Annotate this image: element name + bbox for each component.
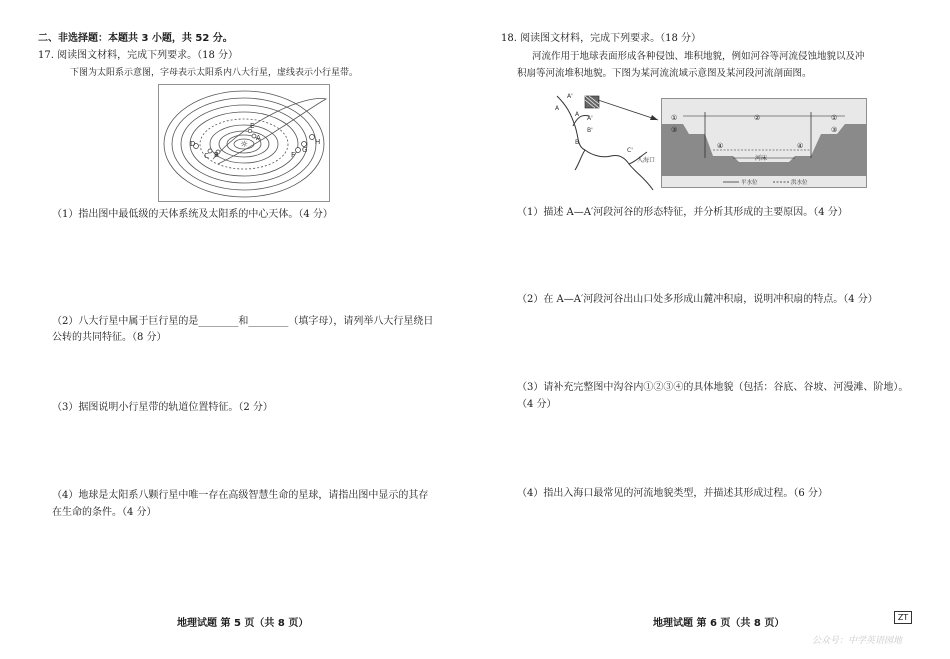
profile-num-3-left: ③ [671,126,678,134]
page-footer-right: 地理试题 第 6 页（共 8 页） [653,618,785,629]
solar-system-figure [158,84,330,206]
corner-mark: ZT [894,611,912,624]
planet-label-h: H [315,138,321,146]
planet-label-e: E [250,122,255,130]
section-title: 二、非选择题：本题共 3 小题，共 52 分。 [38,33,233,44]
planet-label-d: D [190,140,196,148]
planet-label-a: A [256,134,261,142]
map-label-a: A [555,105,560,112]
planet-label-f: F [291,151,296,159]
watermark: 公众号：中学英语园地 [812,636,903,646]
map-label-estuary: 入海口 [637,157,656,164]
map-label-c-prime: C' [627,147,633,154]
svg-text:☼: ☼ [240,140,249,150]
q18-sub2: （2）在 A—A′河段河谷出山口处多形成山麓冲积扇，说明冲积扇的特点。（4 分） [517,294,878,305]
map-label-b-prime: B' [587,127,593,134]
q18-sub4: （4）指出入海口最常见的河流地貌类型，并描述其形成过程。（6 分） [517,488,828,499]
legend-flood-water: 洪水位 [791,180,808,186]
q18-sub1: （1）描述 A—A′河段河谷的形态特征，并分析其形成的主要原因。（4 分） [517,207,848,218]
profile-num-3-right: ③ [831,126,838,134]
river-profile-figure [661,98,867,192]
map-to-profile-arrow [598,96,662,130]
q17-sub3: （3）据图说明小行星带的轨道位置特征。（2 分） [52,402,273,413]
q18-intro-line2: 积扇等河流堆积地貌。下图为某河流流域示意图及某河段河流剖面图。 [517,68,812,79]
profile-num-4-left: ④ [717,142,724,150]
q17-sub1: （1）指出图中最低级的天体系统及太阳系的中心天体。（4 分） [52,209,333,220]
profile-num-4-right: ④ [797,142,804,150]
profile-num-2: ② [754,114,761,122]
legend-low-water: 平水位 [741,180,758,186]
planet-label-b: B [214,151,219,159]
q18-sub3-line1: （3）请补充完整图中沟谷内①②③④的具体地貌（包括：谷底、谷坡、河漫滩、阶地）。 [517,382,909,393]
q17-intro: 下图为太阳系示意图，字母表示太阳系内八大行星，虚线表示小行星带。 [70,68,359,78]
q17-title: 17. 阅读图文材料，完成下列要求。（18 分） [38,50,238,61]
q18-intro-line1: 河流作用于地球表面形成各种侵蚀、堆积地貌，例如河谷等河流侵蚀地貌以及冲 [532,51,865,62]
profile-num-1-right: ① [831,114,838,122]
map-label-a-prime: A' [587,115,593,122]
profile-river-label: 河床 [755,155,768,162]
q17-sub4-line1: （4）地球是太阳系八颗行星中唯一存在高级智慧生命的星球，请指出图中显示的其存 [52,490,429,501]
planet-label-c: C [204,152,209,160]
map-label-b: B [575,139,580,146]
q18-sub3-line2: （4 分） [517,399,557,410]
planet-label-g: G [302,146,308,154]
q18-title: 18. 阅读图文材料，完成下列要求。（18 分） [501,33,701,44]
q17-sub4-line2: 在生命的条件。（4 分） [52,507,157,518]
page-footer-left: 地理试题 第 5 页（共 8 页） [177,618,309,629]
profile-num-1-left: ① [671,114,678,122]
q17-sub2-line2: 公转的共同特征。（8 分） [52,332,167,343]
q17-sub2-line1: （2）八大行星中属于巨行星的是________和________（填字母），请列举八大行星绕日 [52,316,434,327]
map-label-a-prime-top: A' [567,93,573,100]
map-label-a2: A [575,111,580,118]
